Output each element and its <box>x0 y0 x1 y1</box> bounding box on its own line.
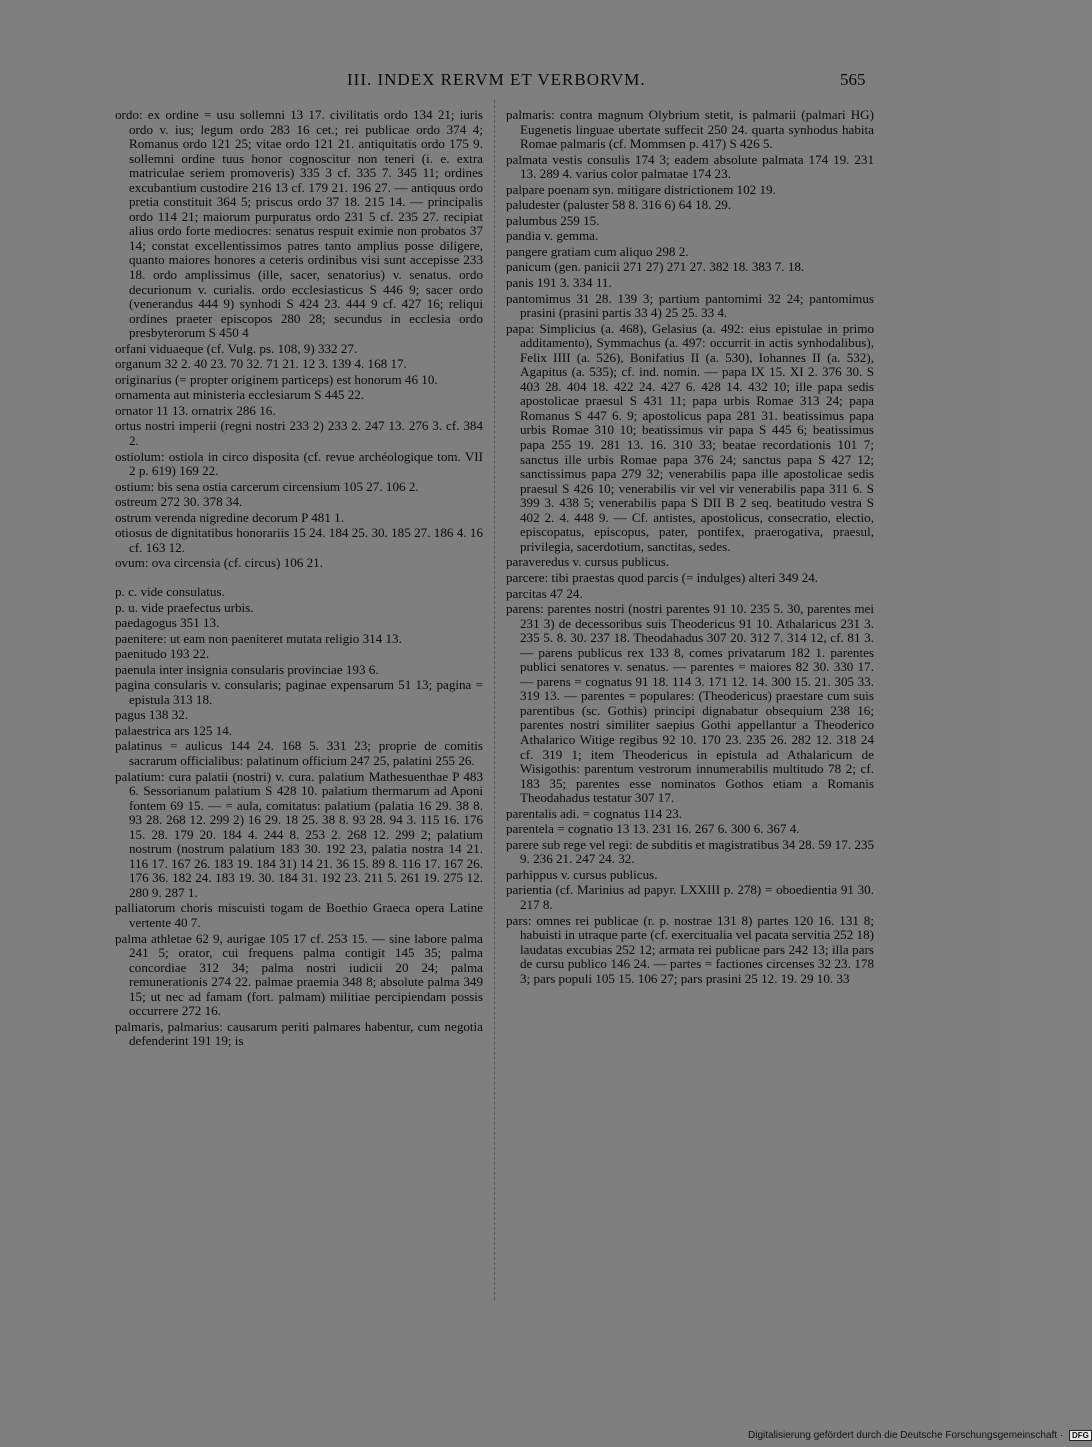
index-entry: papa: Simplicius (a. 468), Gelasius (a. 492: eius epistulae in primo additamento), Symmachus (a. 497: occurrit in actis synhodalibus), Felix IIII (a. 526), Bonifatius II (a. 530), Iohannes II (a. 532), Agapitus (a. 535); cf. ind. nomin. — papa IX 15. XI 2. 376 30. S 403 28. 404 18. 422 24. 427 6. 428 14. 432 10; ille papa sedis apostolicae praesul S 431 11; papa urbis Romae 313 24; papa Romanus S 447 6. 9; apostolicus papa 281 31. beatissimus papa urbis Romae 310 10; beatissimus vir papa S 445 6; beatissimus papa 255 19. 281 13. 16. 310 33; beatae recordationis 101 7; sanctus ille urbis Romae papa 376 24; sanctus papa S 427 12; sanctissimus papa 279 32; venerabilis papa ille apostolicae sedis praesul S 426 10; venerabilis vir vel vir venerabilis papa 311 6. S 399 3. 438 5; venerabilis papa S DII B 2 seq. beatitudo vestra S 402 2. 4. 448 9. — Cf. antistes, apostolicus, consecratio, electio, episcopatus, episcopus, pater, pontifex, praerogativa, praesul, privilegia, sacerdotium, sanctitas, sedes. <box>506 320 874 554</box>
funding-footer <box>748 1430 1092 1441</box>
index-entry: pandia v. gemma. <box>506 228 599 244</box>
index-entry: ortus nostri imperii (regni nostri 233 2) 233 2. 247 13. 276 3. cf. 384 2. <box>115 418 483 449</box>
dfg-logo: DFG <box>1069 1430 1092 1441</box>
running-head <box>0 70 1000 94</box>
index-entry: pantomimus 31 28. 139 3; partium pantomimi 32 24; pantomimus prasini (prasini partis 33 4) 25 25. 33 4. <box>506 290 874 321</box>
entry-gap <box>115 572 483 585</box>
index-entry: paenula inter insignia consularis provinciae 193 6. <box>115 661 379 677</box>
index-entry: parcitas 47 24. <box>506 585 583 601</box>
index-entry: paludester (paluster 58 8. 316 6) 64 18. 29. <box>506 197 732 213</box>
index-entry: panis 191 3. 334 11. <box>506 275 612 291</box>
index-entry: p. c. vide consulatus. <box>115 583 225 599</box>
index-entry: palatinus = aulicus 144 24. 168 5. 331 23; proprie de comitis sacrarum officialibus: palatinum officium 247 25, palatini 255 26. <box>115 738 483 768</box>
index-entry: paenitudo 193 22. <box>115 646 210 662</box>
page-number: 565 <box>840 70 866 89</box>
column-divider <box>494 100 495 1300</box>
index-entry: orfani viduaeque (cf. Vulg. ps. 108, 9) 332 27. <box>115 340 358 356</box>
page-title: III. INDEX RERVM ET VERBORVM. <box>347 70 646 89</box>
index-entry: ordo: ex ordine = usu sollemni 13 17. civilitatis ordo 134 21; iuris ordo v. ius; legum ordo 283 16 cet.; rei publicae ordo 374 4; Romanus ordo 121 25; vitae ordo 121 21. antiquitatis ordo 175 9. sollemni ordine tuus honor cognoscitur non teneri (i. e. extra matriculae seriem promoveris) 335 3 cf. 335 7. 345 11; ordines excubantium custodire 216 13 cf. 179 21. 196 27. — antiquus ordo pretia constituit 364 5; priscus ordo 37 18. 215 14. — principalis ordo 114 21; maiorum purpuratus ordo 231 5 cf. 235 27. recipiat alius ordo forte mediocres: senatus respuit eximie non probatos 37 14; constat excellentissimos patres tanto amplius posse diligere, quanto maiores honores a ceteris ordinibus visi sunt accepisse 233 18. ordo amplissimus (ille, sacer, senatorius) v. senatus. ordo decurionum v. curialis. ordo ecclesiasticus S 446 9; sacer ordo (venerandus 444 9) synhodi S 424 23. 444 9 cf. 427 16; reliqui ordines praeter episcopos 280 28; secundus in ecclesia ordo presbyterorum S 450 4 <box>115 107 483 341</box>
index-entry: parentela = cognatio 13 13. 231 16. 267 6. 300 6. 367 4. <box>506 821 800 837</box>
index-entry: palma athletae 62 9, aurigae 105 17 cf. 253 15. — sine labore palma 241 5; orator, cui frequens palma contigit 145 35; palma concordiae 312 34; palma nostri iudicii 20 24; palma remunerationis 274 22. palmae praemia 348 8; absolute palma 349 15; ut nec ad famam (fort. palmam) militiae percipiendam possis occurrere 272 16. <box>115 930 483 1019</box>
index-entry: organum 32 2. 40 23. 70 32. 71 21. 12 3. 139 4. 168 17. <box>115 356 407 372</box>
index-entry: palpare poenam syn. mitigare districtionem 102 19. <box>506 181 776 197</box>
index-entry: palatium: cura palatii (nostri) v. cura. palatium Mathesuenthae P 483 6. Sessorianum palatium S 428 10. palatium thermarum ad Aponi fontem 69 15. — = aula, comitatus: palatium (palatia 16 29. 38 8. 93 28. 268 12. 299 2) 16 29. 18 25. 38 8. 93 28. 94 3. 115 16. 176 15. 28. 179 20. 184 4. 244 8. 253 2. 268 12. 299 2; palatium nostrum (nostrum palatium 183 30. 192 23, palatia nostra 14 21. 116 17. 167 26. 183 19. 184 31) 14 21. 36 15. 89 8. 116 17. 167 26. 176 36. 182 24. 183 19. 30. 184 31. 192 23. 211 5. 261 19. 275 12. 280 9. 287 1. <box>115 768 483 900</box>
index-column-right <box>506 108 874 987</box>
index-entry: parentalis adi. = cognatus 114 23. <box>506 805 682 821</box>
index-entry: ornator 11 13. ornatrix 286 16. <box>115 402 276 418</box>
index-entry: pars: omnes rei publicae (r. p. nostrae 131 8) partes 120 16. 131 8; habuisti in utraque parte (cf. exercitualia vel pacata servitia 252 18) laudatas excubias 252 12; armata rei publicae pars 242 13; illa pars de cursu publico 146 24. — partes = factiones circenses 32 23. 178 3; pars populi 105 15. 106 27; pars prasini 25 12. 19. 29 10. 33 <box>506 912 874 986</box>
funding-note: Digitalisierung gefördert durch die Deutsche Forschungsgemeinschaft · <box>748 1430 1064 1441</box>
index-entry: palmata vestis consulis 174 3; eadem absolute palmata 174 19. 231 13. 289 4. varius color palmatae 174 23. <box>506 151 874 182</box>
index-entry: ornamenta aut ministeria ecclesiarum S 445 22. <box>115 387 365 403</box>
index-entry: pagina consularis v. consularis; paginae expensarum 51 13; pagina = epistula 313 18. <box>115 677 483 707</box>
index-entry: pagus 138 32. <box>115 707 189 723</box>
index-column-left <box>115 108 483 1050</box>
index-entry: ostrum verenda nigredine decorum P 481 1. <box>115 509 344 525</box>
index-entry: palliatorum choris miscuisti togam de Boethio Graeca opera Latine vertente 40 7. <box>115 900 483 930</box>
index-entry: palmaris, palmarius: causarum periti palmares habentur, cum negotia defenderint 191 19; is <box>115 1018 483 1049</box>
index-entry: paraveredus v. cursus publicus. <box>506 554 670 570</box>
index-entry: ostiolum: ostiola in circo disposita (cf. revue archéologique tom. VII 2 p. 619) 169 22. <box>115 448 483 479</box>
index-entry: palmaris: contra magnum Olybrium stetit, is palmarii (palmari HG) Eugenetis linguae ubertate suffecit 250 24. quarta synhodus habita Romae palmaris (cf. Mommsen p. 417) S 426 5. <box>506 107 874 152</box>
index-entry: parens: parentes nostri (nostri parentes 91 10. 235 5. 30, parentes mei 231 3) de decessoribus suis Theodericus 91 10. Athalaricus 231 3. 235 5. 8. 30. 237 18. Theodahadus 307 20. 312 7. 314 12, cf. 81 3. — parens publicus rex 133 8, comes privatarum 182 1. parentes publici senatores v. senatus. — parentes = maiores 82 30. 330 17. — parens = cognatus 91 18. 114 3. 171 12. 14. 300 15. 21. 305 33. 319 13. — parentes = populares: (Theodericus) praestare cum suis parentibus (sc. Gothis) principi dignabatur obsequium 238 16; parentes nostri similiter saepius Gothi appellantur a Theoderico Athalarico Witige regibus 92 10. 170 23. 235 26. 282 12. 318 24 cf. 319 1; item Theodericus in epistula ad Athalaricum de Wisigothis: parentum vestrorum innumerabilis multitudo 78 2; cf. 183 35; parentes esse nominatos Gothos etiam a Romanis Theodahadus testatur 307 17. <box>506 601 874 806</box>
index-entry: ovum: ova circensia (cf. circus) 106 21. <box>115 555 323 571</box>
index-entry: ostium: bis sena ostia carcerum circensium 105 27. 106 2. <box>115 478 419 494</box>
index-entry: parere sub rege vel regi: de subditis et magistratibus 34 28. 59 17. 235 9. 236 21. 247 24. 32. <box>506 836 874 867</box>
index-entry: palaestrica ars 125 14. <box>115 722 233 738</box>
index-entry: otiosus de dignitatibus honorariis 15 24. 184 25. 30. 185 27. 186 4. 16 cf. 163 12. <box>115 525 483 555</box>
index-entry: panicum (gen. panicii 271 27) 271 27. 382 18. 383 7. 18. <box>506 259 805 275</box>
index-entry: parhippus v. cursus publicus. <box>506 866 658 882</box>
index-entry: originarius (= propter originem particeps) est honorum 46 10. <box>115 371 438 387</box>
index-entry: parientia (cf. Marinius ad papyr. LXXIII p. 278) = oboedientia 91 30. 217 8. <box>506 882 874 912</box>
index-entry: palumbus 259 15. <box>506 212 600 228</box>
index-entry: paenitere: ut eam non paeniteret mutata religio 314 13. <box>115 630 402 646</box>
index-entry: ostreum 272 30. 378 34. <box>115 494 243 510</box>
index-entry: pangere gratiam cum aliquo 298 2. <box>506 243 689 259</box>
index-entry: paedagogus 351 13. <box>115 615 220 631</box>
index-entry: p. u. vide praefectus urbis. <box>115 599 254 615</box>
index-entry: parcere: tibi praestas quod parcis (= indulges) alteri 349 24. <box>506 569 819 585</box>
